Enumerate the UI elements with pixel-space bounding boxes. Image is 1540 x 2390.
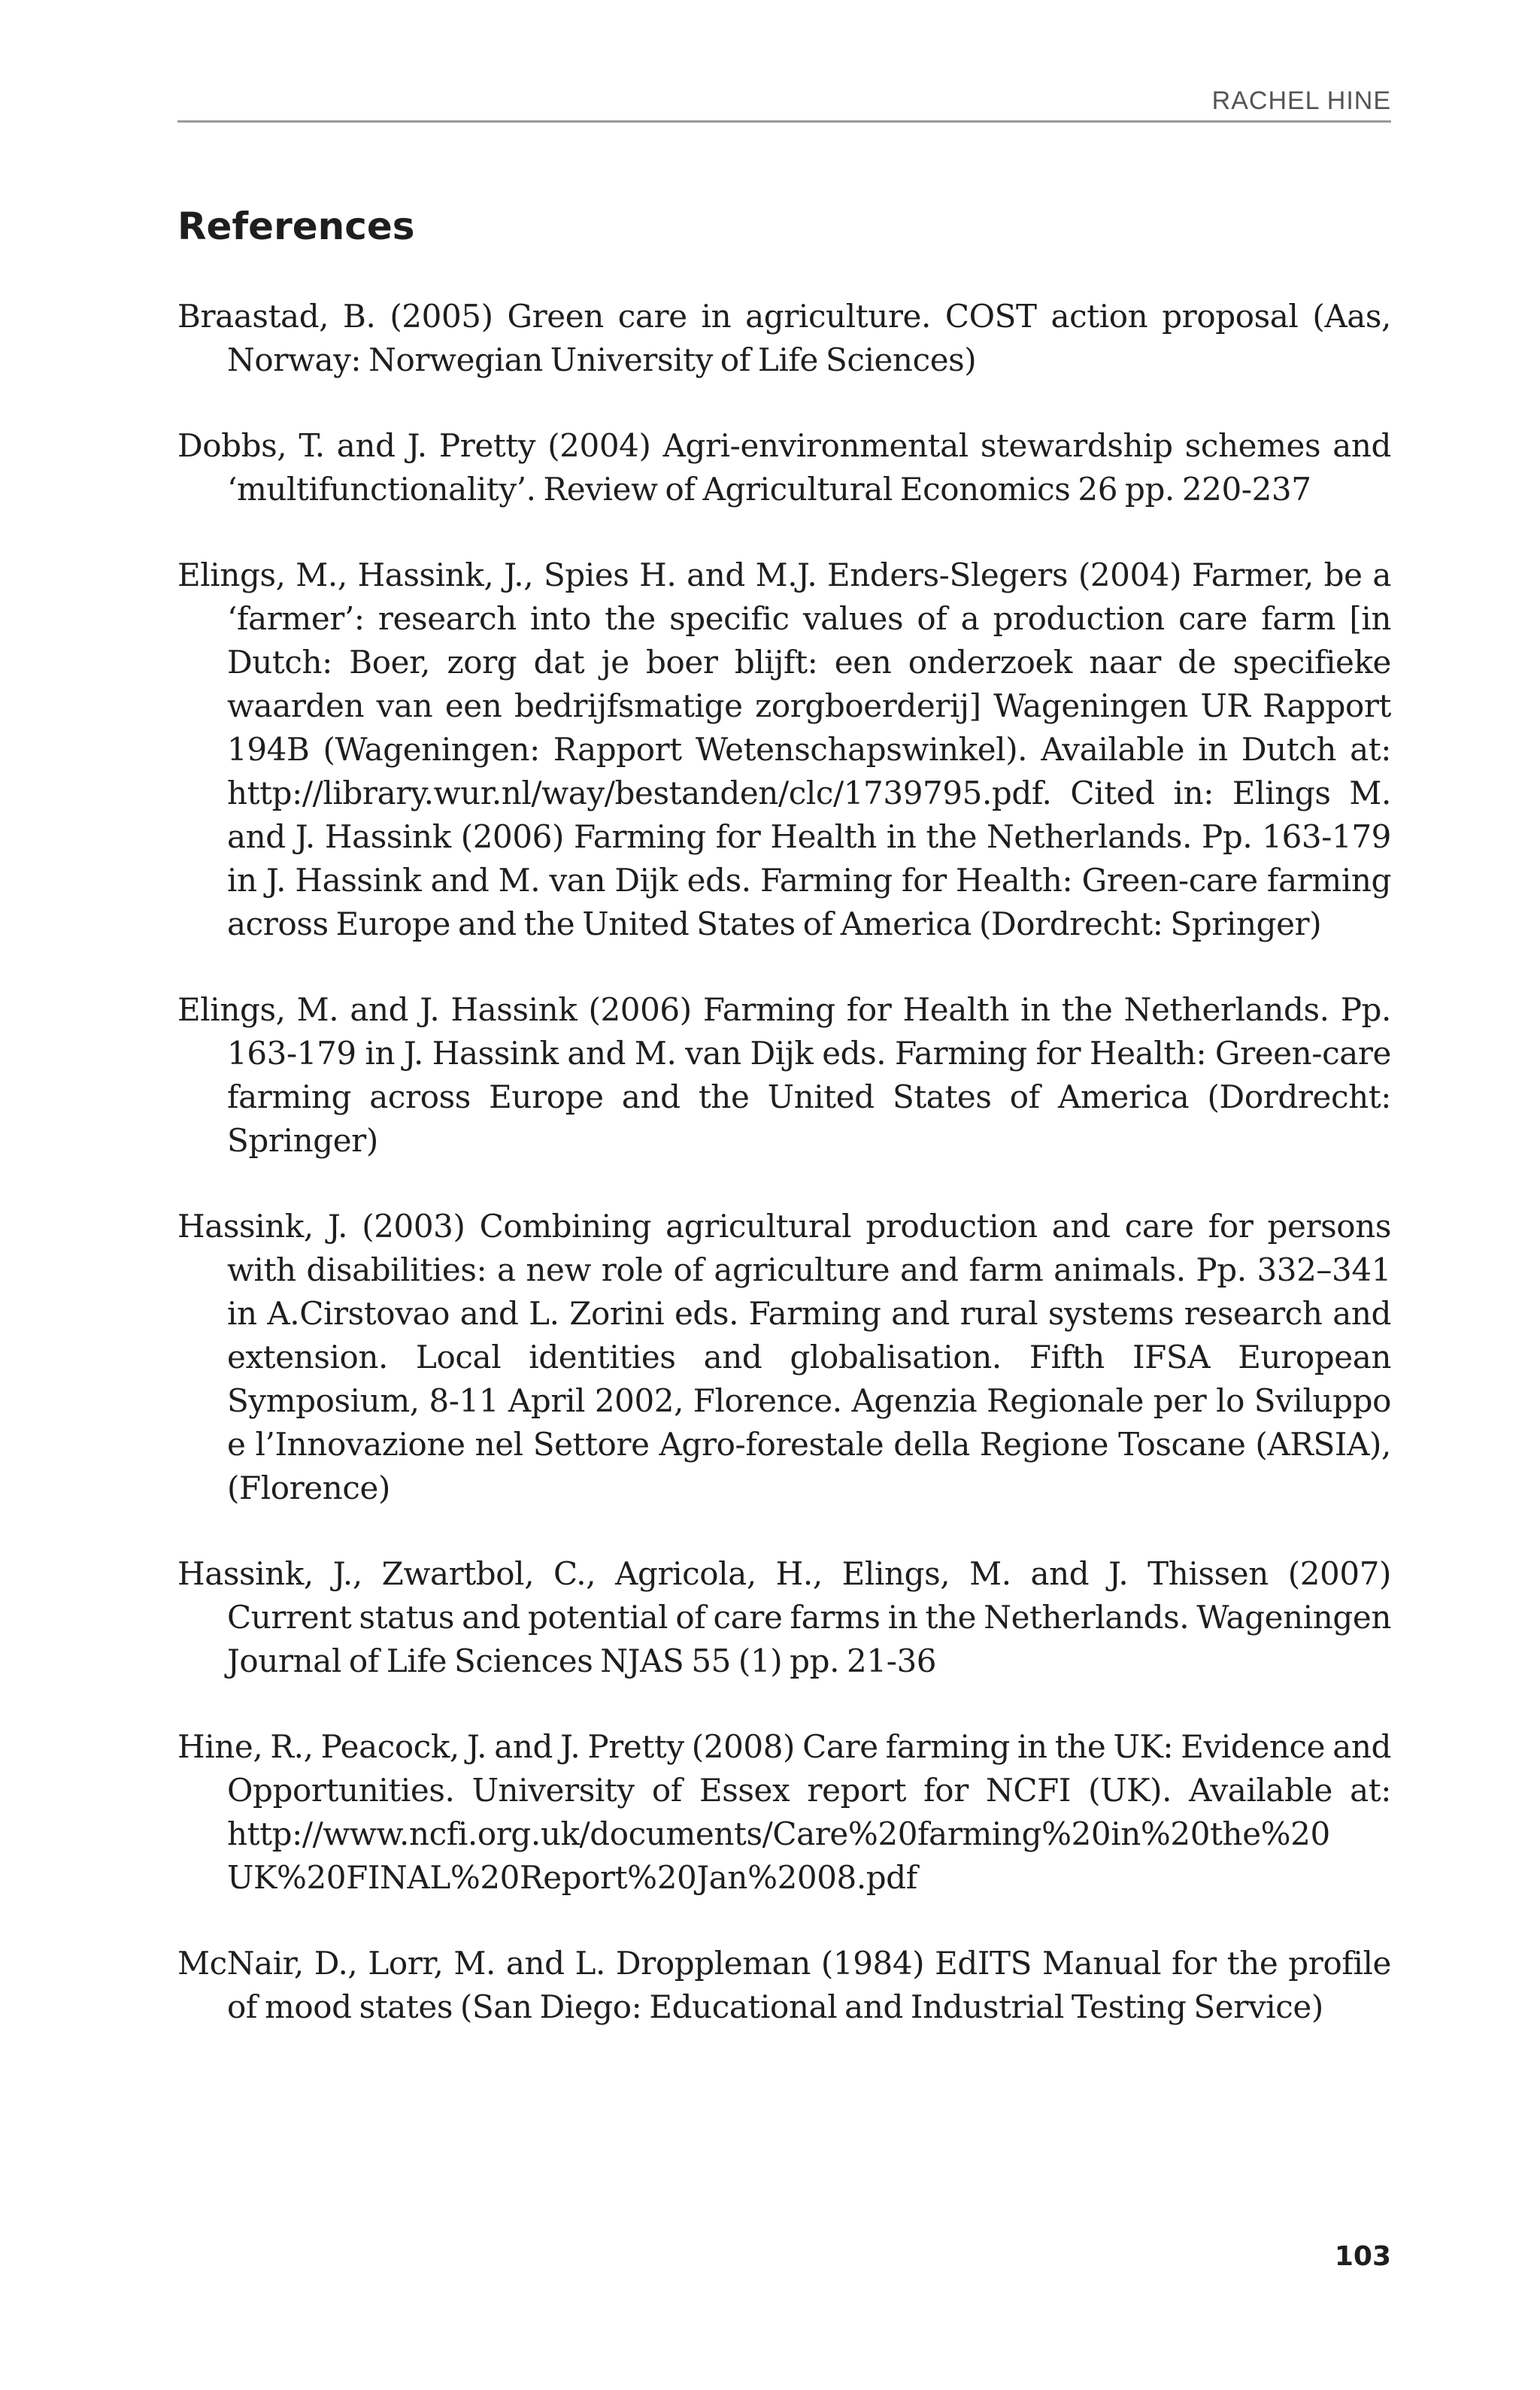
section-title: References xyxy=(177,205,415,248)
reference-entry-hassink-2007: Hassink, J., Zwartbol, C., Agricola, H., Elings, M. and J. Thissen (2007) Current status and potential of care farms in the Netherlands. Wageningen Journal of Life Sciences NJAS 55 (1) pp. 21-36 xyxy=(177,1555,1391,1679)
page-number: 103 xyxy=(1334,2241,1391,2272)
reference-entry-elings-2004: Elings, M., Hassink, J., Spies H. and M.J. Enders-Slegers (2004) Farmer, be a ‘farmer’: research into the specific values of a production care farm [in Dutch: Boer, zorg dat je boer blijft: een onderzoek naar de specifieke waarden van een bedrijfsmatige zorgboerderij] Wageningen UR Rapport 194B (Wageningen: Rapport Wetenschapswinkel). Available in Dutch at: http://library.wur.nl/way/bestanden/clc/1739795.pdf. Cited in: Elings M. and J. Hassink (2006) Farming for Health in the Netherlands. Pp. 163-179 in J. Hassink and M. van Dijk eds. Farming for Health: Green-care farming across Europe and the United States of America (Dordrecht: Springer) xyxy=(177,557,1391,942)
reference-entry-dobbs-2004: Dobbs, T. and J. Pretty (2004) Agri-environmental stewardship schemes and ‘multifunctionality’. Review of Agricultural Economics 26 pp. 220-237 xyxy=(177,427,1391,508)
reference-list xyxy=(177,295,1391,2071)
reference-entry-mcnair-1984: McNair, D., Lorr, M. and L. Droppleman (1984) EdITS Manual for the profile of mood states (San Diego: Educational and Industrial Testing Service) xyxy=(177,1945,1391,2025)
running-header xyxy=(177,83,1391,123)
running-head-author: RACHEL HINE xyxy=(1211,86,1391,115)
reference-entry-braastad-2005: Braastad, B. (2005) Green care in agriculture. COST action proposal (Aas, Norway: Norwegian University of Life Sciences) xyxy=(177,298,1391,378)
reference-entry-elings-2006: Elings, M. and J. Hassink (2006) Farming for Health in the Netherlands. Pp. 163-179 in J. Hassink and M. van Dijk eds. Farming for Health: Green-care farming across Europe and the United States of America (Dordrecht: Springer) xyxy=(177,991,1391,1159)
reference-entry-hine-2008: Hine, R., Peacock, J. and J. Pretty (2008) Care farming in the UK: Evidence and Opportunities. University of Essex report for NCFI (UK). Available at: http://www.ncfi.org.uk/documents/Care%20farming%20in%20the%20 UK%20FINAL%20Report%20Jan%2008.pdf xyxy=(177,1728,1391,1896)
reference-entry-hassink-2003: Hassink, J. (2003) Combining agricultural production and care for persons with disabilities: a new role of agriculture and farm animals. Pp. 332–341 in A.Cirstovao and L. Zorini eds. Farming and rural systems research and extension. Local identities and globalisation. Fifth IFSA European Symposium, 8-11 April 2002, Florence. Agenzia Regionale per lo Sviluppo e l’Innovazione nel Settore Agro-forestale della Regione Toscane (ARSIA), (Florence) xyxy=(177,1208,1391,1506)
